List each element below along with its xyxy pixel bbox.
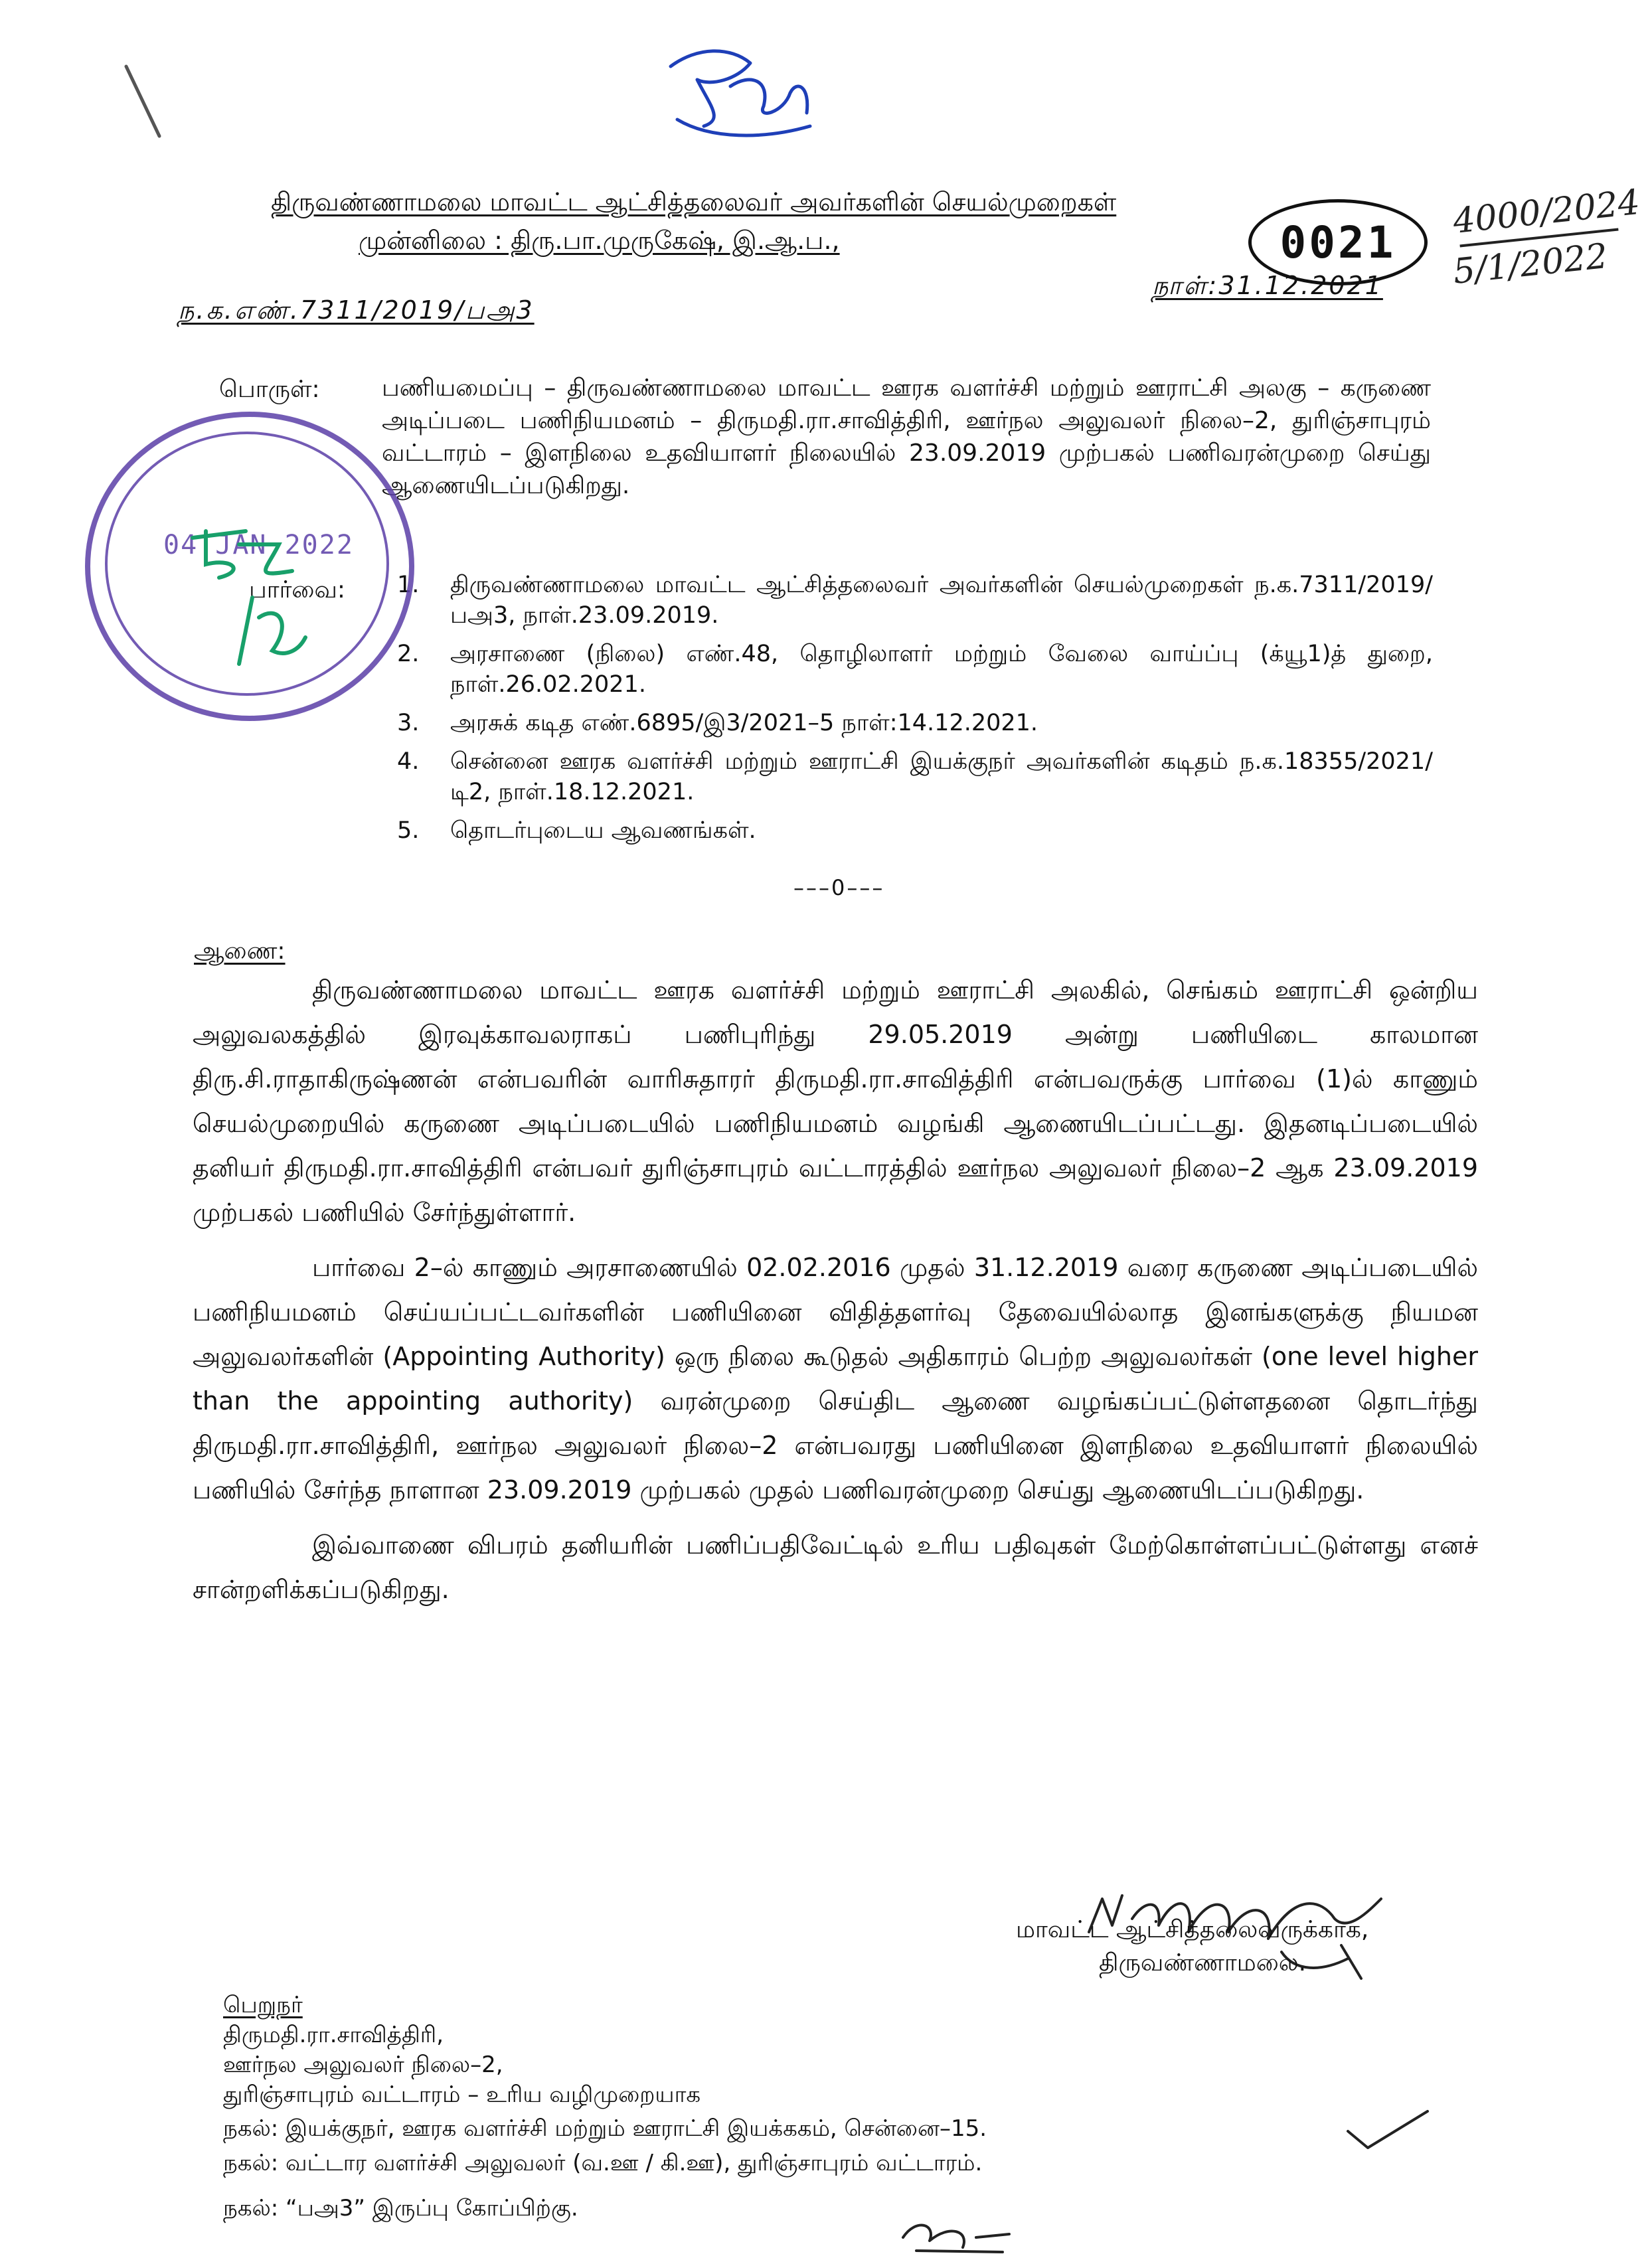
order-heading: ஆணை: — [194, 937, 286, 965]
reference-label: பார்வை: — [249, 576, 346, 604]
inward-date: 5/1/2022 — [1451, 236, 1610, 292]
order-paragraph-2: பார்வை 2–ல் காணும் அரசாணையில் 02.02.2016 முதல் 31.12.2019 வரை கருணை அடிப்படையில் பணிநியமனம் செய்யப்பட்டவர்களின் பணியினை விதித்தளர்வு தேவையில்லாத இனங்களுக்கு நியமன அலுவலர்களின் (Appointing Authority) ஒரு நிலை கூடுதல் அதிகாரம் பெற்ற அலுவலர்கள் (one level higher than the appointing authority) வரன்முறை செய்திட ஆணை வழங்கப்பட்டுள்ளதனை தொடர்ந்து திருமதி.ரா.சாவித்திரி, ஊர்நல அலுவலர் நிலை–2 என்பவரது பணியினை இளநிலை உதவியாளர் நிலையில் பணியில் சேர்ந்த நாளான 23.09.2019 முற்பகல் முதல் பணிவரன்முறை செய்து ஆணையிடப்படுகிறது. — [193, 1253, 1478, 1504]
copy-list — [223, 2111, 987, 2225]
copy-item: நகல்: இயக்குநர், ஊரக வளர்ச்சி மற்றும் ஊராட்சி இயக்ககம், சென்னை–15. — [223, 2115, 987, 2142]
tick-mark — [1341, 2105, 1434, 2158]
green-initial-mark — [179, 518, 325, 677]
order-body — [193, 968, 1478, 1623]
reference-number: ந.க.எண்.7311/2019/பஅ3 — [178, 295, 535, 325]
bottom-initials-mark — [890, 2211, 1023, 2257]
header-title: திருவண்ணாமலை மாவட்ட ஆட்சித்தலைவர் அவர்களின் செயல்முறைகள் — [271, 187, 1117, 216]
recipient-block — [223, 1990, 701, 2110]
copy-item: நகல்: வட்டார வளர்ச்சி அலுவலர் (வ.ஊ / கி.ஊ), துரிஞ்சாபுரம் வட்டாரம். — [223, 2150, 983, 2176]
seal-date: 04 JAN 2022 — [163, 530, 354, 560]
handwritten-inward-entry — [1451, 182, 1642, 325]
order-paragraph-3: இவ்வாணை விபரம் தனியரின் பணிப்பதிவேட்டில் உரிய பதிவுகள் மேற்கொள்ளப்பட்டுள்ளது எனச் சான்றளிக்கப்படுகிறது. — [193, 1530, 1478, 1604]
order-paragraph-1: திருவண்ணாமலை மாவட்ட ஊரக வளர்ச்சி மற்றும் ஊராட்சி அலகில், செங்கம் ஊராட்சி ஒன்றிய அலுவலகத்தில் இரவுக்காவலராகப் பணிபுரிந்து 29.05.2019 அன்று பணியிடை காலமான திரு.சி.ராதாகிருஷ்ணன் என்பவரின் வாரிசுதாரர் திருமதி.ரா.சாவித்திரி என்பவருக்கு பார்வை (1)ல் காணும் செயல்முறையில் கருணை அடிப்படையில் பணிநியமனம் வழங்கி ஆணையிடப்பட்டது. இதனடிப்படையில் தனியர் திருமதி.ரா.சாவித்திரி என்பவர் துரிஞ்சாபுரம் வட்டாரத்தில் ஊர்நல அலுவலர் நிலை–2 ஆக 23.09.2019 முற்பகல் பணியில் சேர்ந்துள்ளார். — [193, 975, 1478, 1227]
header-presided-by: முன்னிலை : திரு.பா.முருகேஷ், இ.ஆ.ப., — [359, 226, 840, 255]
handwritten-initials-mark — [657, 40, 830, 146]
order-date: நாள்:31.12.2021 — [1152, 271, 1383, 300]
reference-item: 3. அரசுக் கடித எண்.6895/இ3/2021–5 நாள்:14.12.2021. — [397, 710, 1038, 736]
reference-item: 1. திருவண்ணாமலை மாவட்ட ஆட்சித்தலைவர் அவர்களின் செயல்முறைகள் ந.க.7311/2019/பஅ3, நாள்.23.09.2019. — [397, 572, 1433, 629]
reference-item: 4. சென்னை ஊரக வளர்ச்சி மற்றும் ஊராட்சி இயக்குநர் அவர்களின் கடிதம் ந.க.18355/2021/டி2, நாள்.18.12.2021. — [397, 748, 1433, 805]
signature-line-1: மாவட்ட ஆட்சித்தலைவருக்காக, — [1016, 1916, 1369, 1943]
reference-item: 2. அரசாணை (நிலை) எண்.48, தொழிலாளர் மற்றும் வேலை வாய்ப்பு (க்யூ1)த் துறை, நாள்.26.02.2021. — [397, 641, 1433, 698]
inward-number: 4000/2024 — [1451, 182, 1642, 242]
recipient-line: திருமதி.ரா.சாவித்திரி, — [223, 2022, 444, 2048]
separator: –––0––– — [793, 875, 885, 900]
reference-list — [397, 570, 1433, 854]
signature-line-2: திருவண்ணாமலை. — [1099, 1949, 1307, 1977]
signature-block — [1016, 1913, 1368, 1980]
subject-label: பொருள்: — [219, 376, 320, 403]
reference-item: 5. தொடர்புடைய ஆவணங்கள். — [397, 817, 756, 844]
recipient-line: துரிஞ்சாபுரம் வட்டாரம் – உரிய வழிமுறையாக — [223, 2081, 701, 2108]
serial-number: 0021 — [1280, 216, 1396, 268]
subject-text: பணியமைப்பு – திருவண்ணாமலை மாவட்ட ஊரக வளர்ச்சி மற்றும் ஊராட்சி அலகு – கருணை அடிப்படை பணிநியமனம் – திருமதி.ரா.சாவித்திரி, ஊர்நல அலுவலர் நிலை–2, துரிஞ்சாபுரம் வட்டாரம் – இளநிலை உதவியாளர் நிலையில் 23.09.2019 முற்பகல் பணிவரன்முறை செய்து ஆணையிடப்படுகிறது. — [382, 374, 1431, 499]
copy-item: நகல்: “பஅ3” இருப்பு கோப்பிற்கு. — [223, 2195, 578, 2221]
recipient-label: பெறுநர் — [223, 1992, 303, 2018]
recipient-line: ஊர்நல அலுவலர் நிலை–2, — [223, 2052, 503, 2078]
staple-mark — [120, 60, 173, 146]
